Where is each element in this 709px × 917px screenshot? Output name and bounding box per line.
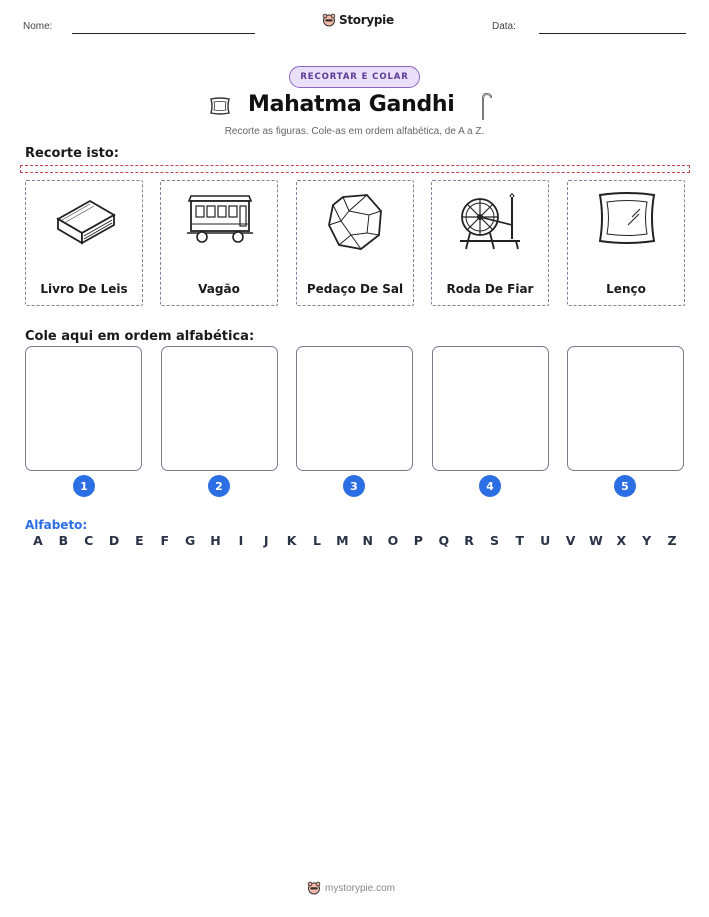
paste-slot-3[interactable] [296,346,413,471]
storypie-mascot-icon [322,13,336,27]
handkerchief-icon [592,189,662,249]
activity-type-badge: RECORTAR E COLAR [289,66,420,88]
footer-url: mystorypie.com [325,882,396,894]
alphabet-letter: Y [642,533,652,548]
instructions-text: Recorte as figuras. Cole-as em ordem alfabética, de A a Z. [224,126,485,137]
slot-number-4: 4 [479,475,501,497]
brand-name: Storypie [339,13,394,27]
alphabet-letter: T [515,533,525,548]
alphabet-letter: V [565,533,576,548]
paste-slot-1[interactable] [25,346,142,471]
alphabet-letter: Z [667,533,677,548]
paste-slot-4[interactable] [432,346,549,471]
alphabet-letter: G [185,533,196,548]
alphabet-letter: F [160,533,170,548]
alphabet-letter: Q [438,533,450,548]
book-icon [50,189,120,249]
paste-slot-2[interactable] [161,346,278,471]
alphabet-letter: K [286,533,297,548]
salt-crystal-icon [321,189,391,255]
page-title: Mahatma Gandhi [248,92,455,117]
paste-section-label: Cole aqui em ordem alfabética: [25,329,255,344]
slot-number-3: 3 [343,475,365,497]
date-label: Data: [492,21,516,32]
cut-card-spinning-wheel[interactable] [431,180,549,306]
alphabet-letter: X [616,533,627,548]
slot-number-1: 1 [73,475,95,497]
alphabet-letter: W [588,533,603,548]
alphabet-title: Alfabeto: [25,518,88,532]
card-label: Livro De Leis [40,282,128,296]
cut-section-label: Recorte isto: [25,146,119,161]
alphabet-row [25,533,685,551]
alphabet-letter: E [135,533,144,548]
storypie-logo [322,13,394,27]
alphabet-letter: L [313,533,321,548]
cut-card-salt[interactable] [296,180,414,306]
train-wagon-icon [185,189,255,249]
card-label: Pedaço De Sal [306,282,404,296]
alphabet-letter: A [33,533,43,548]
alphabet-letter: P [413,533,423,548]
name-label: Nome: [23,21,53,32]
spinning-wheel-icon [456,189,526,255]
walking-stick-icon [479,92,493,122]
alphabet-letter: I [238,533,244,548]
alphabet-letter: S [489,533,499,548]
card-label: Roda De Fiar [446,282,534,296]
alphabet-letter: M [336,533,349,548]
storypie-mascot-icon [307,881,321,895]
alphabet-letter: N [362,533,373,548]
alphabet-letter: C [84,533,94,548]
slot-number-5: 5 [614,475,636,497]
cut-card-book[interactable] [25,180,143,306]
alphabet-letter: R [464,533,474,548]
paste-slot-5[interactable] [567,346,684,471]
card-label: Lenço [606,282,646,296]
date-line[interactable] [539,33,686,34]
cut-card-wagon[interactable] [160,180,278,306]
cut-card-handkerchief[interactable] [567,180,685,306]
footer [307,881,395,895]
alphabet-letter: B [58,533,69,548]
name-line[interactable] [72,33,255,34]
alphabet-letter: O [387,533,399,548]
alphabet-letter: U [540,533,551,548]
slot-number-2: 2 [208,475,230,497]
cut-line [20,165,690,173]
handkerchief-icon [209,96,231,116]
alphabet-letter: D [108,533,120,548]
card-label: Vagão [198,282,240,296]
alphabet-letter: J [263,533,269,548]
alphabet-letter: H [210,533,221,548]
